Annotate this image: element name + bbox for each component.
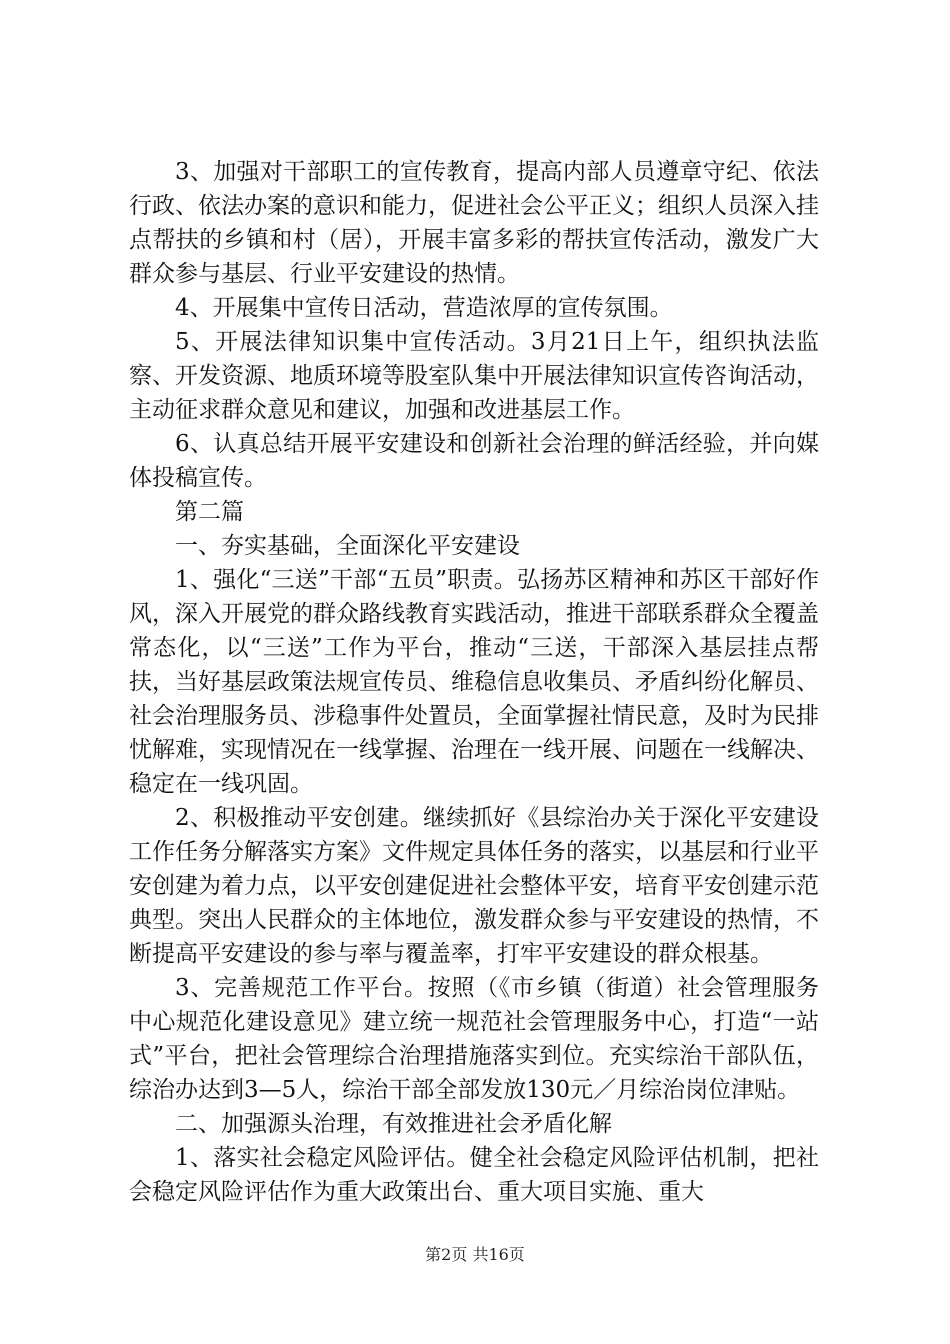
document-body [129,155,819,1209]
paragraph-8: 1、落实社会稳定风险评估。健全社会稳定风险评估机制，把社会稳定风险评估作为重大政策出台、重大项目实施、重大 [129,1145,819,1205]
section-heading-part-two: 第二篇 [175,499,244,525]
paragraph-3: 5、开展法律知识集中宣传活动。3月21日上午，组织执法监察、开发资源、地质环境等股室队集中开展法律知识宣传咨询活动，主动征求群众意见和建议，加强和改进基层工作。 [129,329,819,423]
section-heading-2: 二、加强源头治理，有效推进社会矛盾化解 [175,1111,612,1137]
section-heading-1: 一、夯实基础，全面深化平安建设 [175,533,520,559]
paragraph-6: 2、积极推动平安创建。继续抓好《县综治办关于深化平安建设工作任务分解落实方案》文件规定具体任务的落实，以基层和行业平安创建为着力点，以平安创建促进社会整体平安，培育平安创建示范典型。突出人民群众的主体地位，激发群众参与平安建设的热情，不断提高平安建设的参与率与覆盖率，打牢平安建设的群众根基。 [129,805,819,967]
paragraph-1: 3、加强对干部职工的宣传教育，提高内部人员遵章守纪、依法行政、依法办案的意识和能力，促进社会公平正义；组织人员深入挂点帮扶的乡镇和村（居），开展丰富多彩的帮扶宣传活动，激发广大群众参与基层、行业平安建设的热情。 [129,159,819,287]
paragraph-5: 1、强化“三送”干部“五员”职责。弘扬苏区精神和苏区干部好作风，深入开展党的群众路线教育实践活动，推进干部联系群众全覆盖常态化，以“三送”工作为平台，推动“三送，干部深入基层挂点帮扶，当好基层政策法规宣传员、维稳信息收集员、矛盾纠纷化解员、社会治理服务员、涉稳事件处置员，全面掌握社情民意，及时为民排忧解难，实现情况在一线掌握、治理在一线开展、问题在一线解决、稳定在一线巩固。 [129,567,819,797]
paragraph-2: 4、开展集中宣传日活动，营造浓厚的宣传氛围。 [175,295,673,321]
page-footer: 第2页 共16页 [425,1245,525,1264]
paragraph-4: 6、认真总结开展平安建设和创新社会治理的鲜活经验，并向媒体投稿宣传。 [129,431,819,491]
paragraph-7: 3、完善规范工作平台。按照（《市乡镇（街道）社会管理服务中心规范化建设意见》建立统一规范社会管理服务中心，打造“一站式”平台，把社会管理综合治理措施落实到位。充实综治干部队伍，综治办达到3—5人，综治干部全部发放130元／月综治岗位津贴。 [129,975,819,1103]
